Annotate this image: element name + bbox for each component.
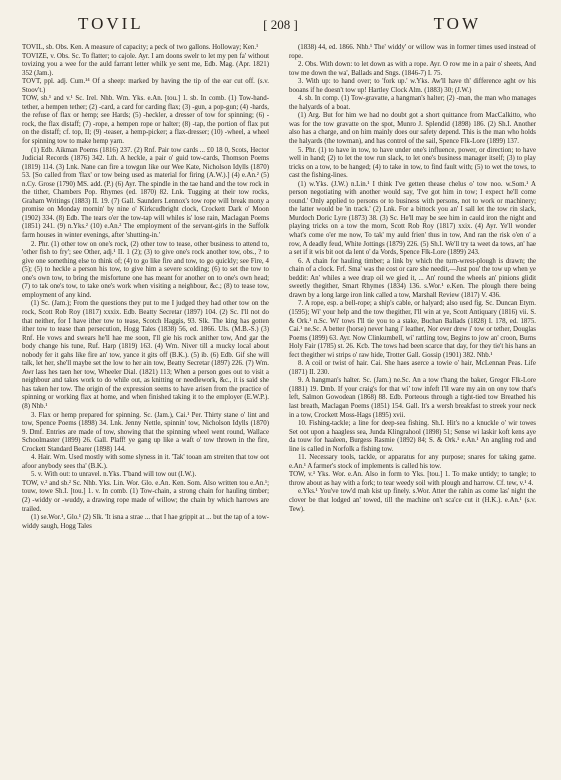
entry-paragraph: (1) Edb. Aikman Poems (1816) 237. (2) Rnf. Pair tow cards ... £0 18 0, Scots, Hector Judicial Records (1876) 342. Lth. A heckle, a pair o' guid tow-cards, Thomson Poems (1819) 114. (3) Lnk. Nane can fire a towgun like our Wee Kate, Nicholson Idylls (1870) 53. [So called from 'flax' or tow being used as material for firing (A.W.).] (4) e.An.² (5) n.Cy. Grose (1790) MS. add. (P.) (6) Ayr. The spindle in the tae hand and the tow rock in the tither, Chambers Pop. Rhymes (ed. 1870) 82. Lnk. Tugging at their tow rocks, Graham Writings (1883) II. 19. (7) Gall. Saunders Lennox's tow rope will break mony a promise on Monday mornin' by nine o' Kirkcudbright clock, Crockett Dark o' Moon (1902) 334. (8) Edb. The tears o'er the tow-tap will whiles is' lose rain, Maclagan Poems (1851) 241. (9) n.Yks.² (10) e.An.² The employment of the servant-girls in the Suffolk farm houses in winter evenings, after 'shutting-in.' — [22, 146, 269, 240]
entry-paragraph: 6. A chain for hauling timber; a link by which the turn-wrest-plough is drawn; the chain of a clock. Frf. Sma' was the cost or care she needit,—Just pou' the tow up when ye beddit: An' whiles a wee drap oil we gied it, ... An' round the wheels an' pinions glidit sweetly thegither, Smart Rhymes (1834) 136. s.Wor.¹ e.Ken. The plough there being drawn by a long large iron link called a tow, Marshall Review (1817) V. 436. — [289, 257, 536, 299]
entry-paragraph: 5. Phr. (1) to have in tow, to have under one's influence, power, or direction; to have well in hand; (2) to let the tow run slack, to let one's business manager itself; (3) to play tricks on a tow, to be hanged; (4) to take in tow, to find fault with; (5) to wet the tows, to cast the fishing-lines. — [289, 146, 536, 180]
entry-paragraph: (1) w.Yks. (J.W.) n.Lin.¹ I think I've getten thease chelus o' tow noo. w.Som.¹ A person negotiating with another would say, 'I've got him in tow; I expect he'll come round.' Only applied to persons or to business with persons, not to work or machinery; the latter would be 'in track.' (2) Lnk. For a bittock you an' I sall let the tow rin slack, Murdoch Doric Lyre (1873) 38. (3) Sc. He'll may be see him in cauld iron the night and playing tricks on a tow the morn, Scott Rob Roy (1817) xxix. (4) Ayr. Ye'll wonder what's come o'er me now, To tak' my auld frien' thus in tow, And ran the risk o'en o' a row, A deadly feud, White Jottings (1879) 226. (5) Sh.I. We'll try ta weet da tows, an' hae a set if it wis bit oot da lent o' da Vords, Spence Flk-Lore (1899) 243. — [289, 180, 536, 257]
entry-paragraph: 3. With up: to hand over; to 'fork up.' w.Yks. Aw'll have th' difference aght ov his booans if he doesn't tow up! Hartley Clock Alm. (1883) 30; (J.W.) — [289, 78, 536, 94]
entry-paragraph: 9. A hangman's halter. Sc. (Jam.) ne.Sc. An a tow t'hang the baker, Gregor Flk-Lore (1881) 19. Dmb. If your craig's for that wi' tow infeft I'll ware my ain on ony tow that's left, Salmon Gowodean (1868) 88. Edb. Porteous through a tight-tied tow Breathed his last breath, Maclagan Poems (1851) 154. Gall. It's a wersh breakfast to streek your neck in a tow, Crockett Moss-Hags (1895) xvii. — [289, 377, 536, 419]
entry-paragraph: 5. v. With out: to unravel. n.Yks. T'band will tow out (I.W.). — [31, 471, 197, 479]
entry-paragraph: 4. sb. In comp. (1) Tow-gravatte, a hangman's halter; (2) -man, the man who manages the halyards of a boat. — [289, 95, 536, 111]
entry-paragraph: TOVIL, sb. Obs. Ken. A measure of capacity; a peck of two gallons. Holloway; Ken.¹ — [22, 44, 259, 51]
entry-paragraph: TOW, sb.¹ and v.¹ Sc. Irel. Nhb. Wm. Yks. e.An. [tou.] 1. sb. In comb. (1) Tow-hand-tether, a hempen tether; (2) -card, a card for carding flax; (3) -gun, a pop-gun; (4) -hards, the refuse of flax or hemp; see Hards; (5) -heckler, a dresser of tow for spinning; (6) -rock, the flax distaff; (7) -rope, a hempen rope or halter; (8) -tap, the portion of flax put on the distaff; cf. top, II; (9) -teaser, a hemp-picker; a flax-dresser; (10) -wheel, a wheel for spinning tow to make hemp yarn. — [22, 95, 269, 146]
page-number: [ 208 ] — [263, 17, 298, 32]
right-column — [289, 44, 536, 772]
entry-paragraph: TOVIZE, v. Obs. Sc. To flatter; to cajole. Ayr. I am doons swelr to let my pen fa' without tovizing you a wee for the auld farrant letter whilk ye sent me, Edb. Mag. (Apr. 1821) 352 (Jam.). — [22, 52, 269, 77]
entry-paragraph: e.Yks.¹ You've tow'd mah kist up finely. s.Wor. Atter the rahin as come las' night the clover be that lodged an' towed, till the machine on't sca'ce cut it (H.K.). e.An.¹ (s.v. Tew). — [289, 488, 536, 513]
entry-paragraph: 10. Fishing-tackle; a line for deep-sea fishing. Sh.I. Hit's no a knuckle o' wir towes Set oot upon a haagless sea, Junda Klingrahool (1898) 51; Sense wi laskir koft kens aye da touw for haaleen, Burgess Rasmie (1892) 84; S. & Ork.¹ e.An.¹ An angling rod and line is called in Norfolk a fishing tow. — [289, 420, 536, 453]
page-header — [38, 14, 523, 38]
entry-paragraph: TOW, v.³ Yks. Wor. e.An. Also in form to Yks. [tou.] 1. To make untidy; to tangle; to throw about as hay with a fork; to tear weedy soil with plough and harrow. Cf. tew, v.¹ 4. — [289, 471, 536, 487]
entry-paragraph: 8. A coil or twist of hair. Cai. She haes aserce a towie o' hair, McLennan Peas. Life (1871) II. 230. — [289, 360, 536, 376]
entry-paragraph: TOW, v.² and sb.² Sc. Nhb. Yks. Lin. Wor. Glo. e.An. Ken. Som. Also written tou e.An.¹; touw, towe Sh.I. [tou.] 1. v. In comb. (1) Tow-chain, a strong chain for hauling timber; (2) -widdy or -wuddy, a drawing rope made of willow; the chain by which harrows are trailed. — [22, 479, 269, 513]
entry-paragraph: 11. Necessary tools, tackle, or apparatus for any purpose; snares for taking game. e.An.¹ A farmer's stock of implements is called his tow. — [289, 454, 536, 470]
header-left-headword: TOVIL — [78, 14, 144, 33]
entry-paragraph: 4. Hair. Wm. Used mostly with some slyness in it. 'Tak' tooan am streiten that tow oot afoor anybody sees tha' (B.K.). — [22, 454, 269, 470]
entry-paragraph: (1) se.Wor.¹, Glo.¹ (2) Slk. 'It isna a strae ... that I hae grippit at ... but the tap of a tow-widdy saugh, Hogg Tales — [22, 514, 269, 530]
entry-paragraph: TOVT, ppl. adj. Cum.¹⁴ Of a sheep: marked by having the tip of the ear cut off. (s.v. Stoov't.) — [22, 78, 269, 94]
entry-paragraph: (1838) 44, ed. 1866. Nhb.¹ The' widdy' or willow was in former times used instead of rope. — [289, 44, 536, 60]
left-column — [22, 44, 269, 772]
entry-paragraph: 2. Phr. (1) other tow on one's rock, (2) other tow to tease, other business to attend to, 'other fish to fry'; see Other, adj.¹ II. 1 (2); (3) to give one's rock another tow, obs., ? to give one something else to think of; (4) to go like fire and tow, to go quickly; see Fire, 4 (5); (5) to heckle a person his tow, to give him a severe scolding; (6) to set the tow to one's own tow, to bring the misfortune one has meant for another on to one's own head; (7) to tak one's tow, to take one's work when visiting a neighbour, &c.; (8) to tease tow, employment of any kind. — [22, 240, 269, 299]
entry-paragraph: 2. Obs. With down: to let down as with a rope. Ayr. O row me in a pair o' sheets, And tow me down the wa', Ballads and Sngs. (1846-7) I. 75. — [289, 61, 536, 77]
entry-paragraph: (1) Arg. But for him we had no doubt got a short quittance from MacCalkitto, who was for the tow gravatte on the spot, Munro J. Splendid (1898) 186. (2) Sh.I. Another also has a charge, and on him mainly does our safety depend. This is the man who holds the halyards (the towman), and has control of the sail, Spence Flk-Lore (1899) 137. — [289, 112, 536, 146]
entry-paragraph: 3. Flax or hemp prepared for spinning. Sc. (Jam.), Cai.¹ Per. Thirty stane o' lint and tow, Spence Poems (1898) 34. Lnk. Jenny Nettle, spinnin' tow, Nicholson Idylls (1870) 9. Dmf. Entries are made of tow, showing that the spinning wheel went round, Wallace Schoolmaster (1899) 26. Gall. Plaff! ye gang up like a waft o' tow thrown in the fire, Crockett Standard Bearer (1898) 144. — [22, 411, 269, 453]
entry-paragraph: 7. A rope, esp. a bell-rope; a ship's cable, or halyard; also used fig. Sc. Duncan Etym. (1595); Wi' your help and the tow thegither, I'll win at ye, Scott Antiquary (1816) vii. S. & Ork.¹ n.Sc. Wi' tows I'll tie you to a stake, Buchan Ballads (1828) I. 178, ed. 1875. Cai.¹ ne.Sc. A better (horse) never hang i' leather, Nor ever drew i' tow or tether, Douglas Poems (1899) 63. Ayr. Now Clinkumbell, wi' rattling tow, Begins to jow an' croon, Burns Holy Fair (1785) st. 26. Kcb. The tows had been scarce that day, for they tie't his hans an fect thegither wi strips o' raw hide, Trotter Gall. Gossip (1901) 382. Nhb.¹ — [289, 300, 536, 359]
entry-paragraph: (1) Sc. (Jam.); From the questions they put to me I judged they had other tow on the rock, Scott Rob Roy (1817) xxxix. Edb. Beatty Secretar (1897) 104. (2) Sc. I'll not do that neither, for I have ither tow to tease, Scotch Haggis, 93. Slk. The king has gotten ither tow to tease than persecution, Hogg Tales (1838) 56, ed. 1866. Uls. (M.B.-S.) (3) Rnf. He vows and swears he'll hae me soon, I'll gie his rock anither tow, And gar the body change his tune, Ruf. Harp (1819) 163. (4) Wm. Niver till a mucky local about nobody fer it gahs like fire an' tow, yance it gits off (B.K.). (5) ib. (6) Edb. Gif she will talk, let her, she'll maybe set the low to her ain tow, Beatty Secretar (1897) 226. (7) Wm. Awr lass hes taen her tow, Wheeler Dial. (1821) 113; When a person goes out to visit a neighbour and takes work to do while out, as knitting or needlework, &c., it is said she has taken her tow. The origin of the expression seems to have arisen from the practice of spinning or working flax at home, and when finished taking it to the employer (E.W.P.). (8) Nhb.¹ — [22, 300, 269, 410]
header-right-headword: TOW — [433, 14, 481, 33]
